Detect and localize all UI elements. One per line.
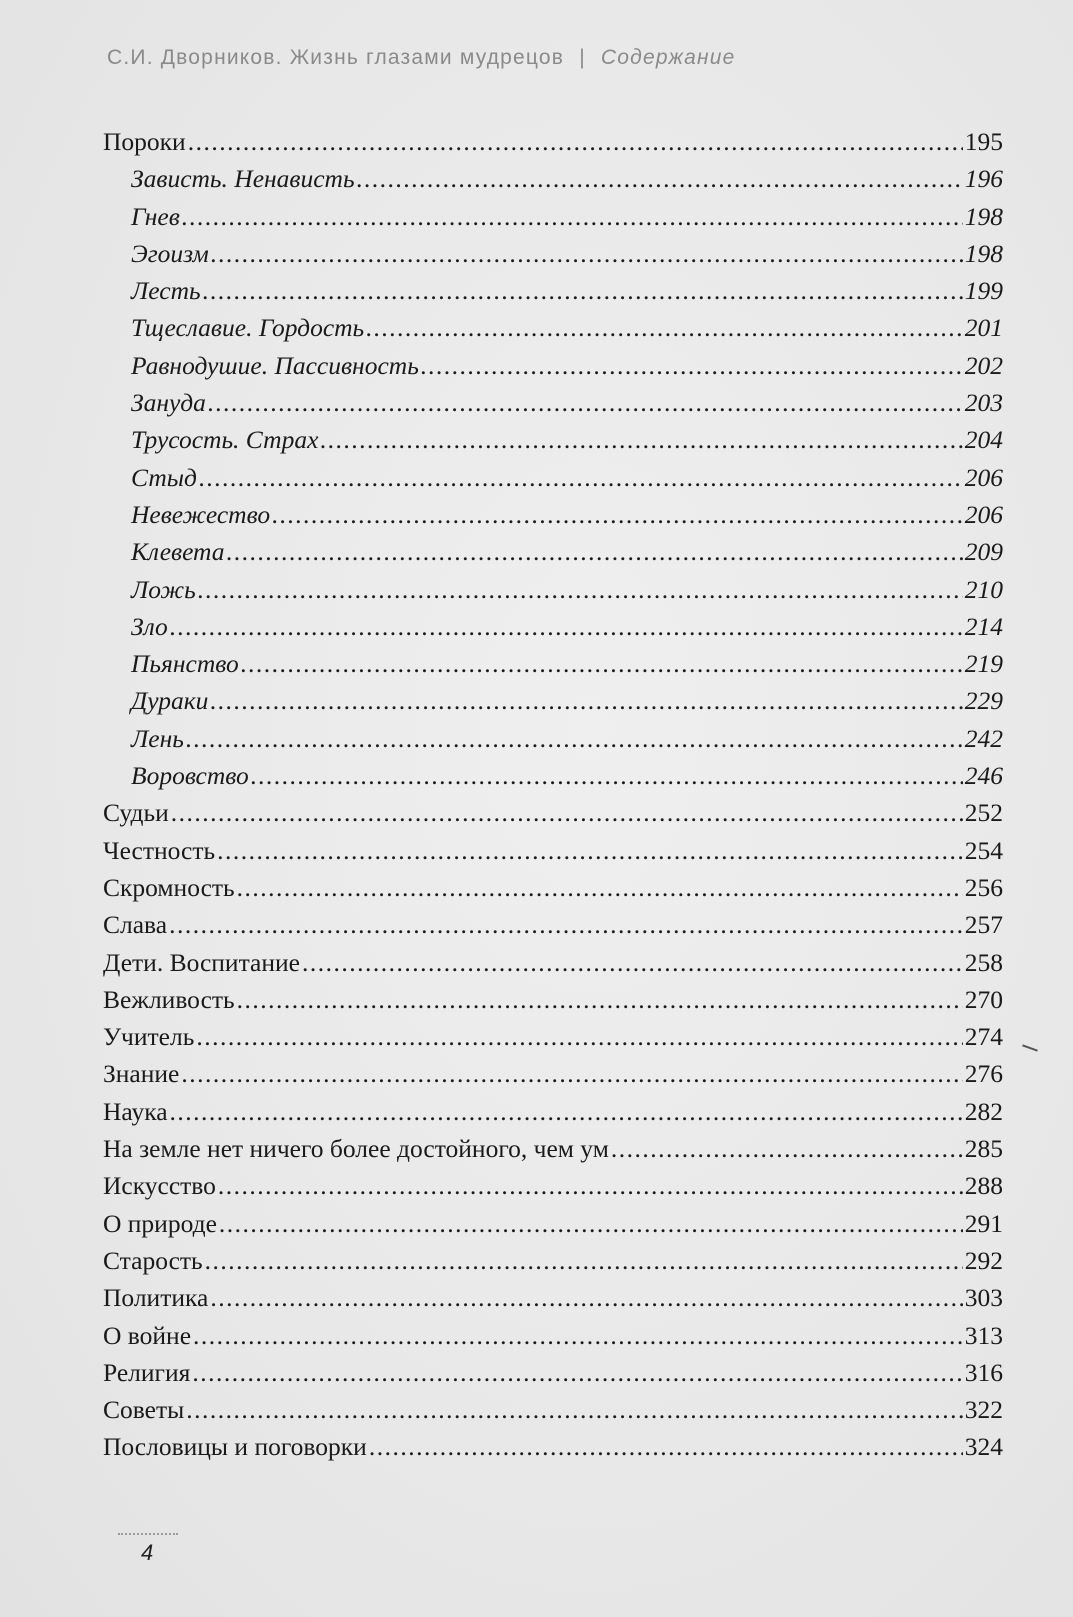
toc-entry-page: 254 [964, 835, 1003, 865]
toc-entry [103, 1391, 1003, 1428]
dot-leader [170, 608, 963, 645]
toc-entry-title: Лень [131, 723, 184, 753]
toc-entry-title: Трусость. Страх [131, 425, 319, 455]
toc-entry-title: Зависть. Ненависть [131, 164, 355, 194]
dot-leader [186, 1391, 963, 1428]
toc-subentry [103, 309, 1003, 346]
dot-leader [421, 347, 963, 384]
dot-leader [198, 571, 963, 608]
toc-entry-title: Скромность [103, 872, 235, 902]
toc-entry-page: 195 [964, 127, 1003, 156]
dot-leader [366, 309, 963, 346]
toc-entry-page: 210 [964, 574, 1003, 604]
dot-leader [217, 832, 963, 869]
toc-entry [103, 1093, 1003, 1130]
toc-entry-title: Пороки [103, 127, 186, 156]
toc-entry-page: 303 [964, 1283, 1003, 1313]
toc-entry-page: 206 [964, 499, 1003, 529]
toc-subentry [103, 571, 1003, 608]
toc-entry-title: Невежество [131, 499, 271, 529]
toc-entry-page: 198 [964, 201, 1003, 231]
dot-leader [193, 1317, 963, 1354]
toc-entry [103, 123, 1003, 160]
toc-entry-page: 214 [964, 611, 1003, 641]
toc-subentry [103, 384, 1003, 421]
toc-entry-title: Гнев [131, 201, 180, 231]
toc-entry-page: 202 [964, 350, 1003, 380]
toc-entry-title: Вежливость [103, 984, 235, 1014]
toc-entry [103, 1130, 1003, 1167]
toc-entry-title: Ложь [131, 574, 196, 604]
toc-entry-title: Клевета [131, 537, 225, 567]
dot-leader [192, 1354, 962, 1391]
toc-subentry [103, 459, 1003, 496]
toc-entry-page: 252 [964, 798, 1003, 828]
toc-entry-page: 258 [964, 947, 1003, 977]
toc-entry-title: На земле нет ничего более достойного, чем ум [103, 1134, 609, 1164]
toc-entry-title: Стыд [131, 462, 197, 492]
toc-subentry [103, 682, 1003, 719]
toc-subentry [103, 608, 1003, 645]
toc-entry-page: 199 [964, 276, 1003, 306]
footer-rule [118, 1533, 178, 1535]
toc-entry [103, 1428, 1003, 1465]
toc-subentry [103, 198, 1003, 235]
toc-entry-page: 203 [964, 388, 1003, 418]
toc-subentry [103, 720, 1003, 757]
toc-entry [103, 1279, 1003, 1316]
dot-leader [196, 1018, 962, 1055]
toc-entry-page: 274 [964, 1022, 1003, 1052]
dot-leader [210, 682, 962, 719]
dot-leader [186, 720, 963, 757]
toc-entry-title: Честность [103, 835, 216, 865]
dot-leader [199, 459, 963, 496]
toc-entry-page: 316 [964, 1357, 1003, 1387]
toc-subentry [103, 272, 1003, 309]
toc-entry-page: 196 [964, 164, 1003, 194]
running-head-separator: | [579, 46, 586, 69]
toc-entry [103, 944, 1003, 981]
page-number: 4 [141, 1540, 154, 1565]
dot-leader [208, 384, 963, 421]
dot-leader [320, 421, 962, 458]
toc-subentry [103, 757, 1003, 794]
dot-leader [251, 757, 963, 794]
toc-entry-page: 256 [964, 872, 1003, 902]
toc-entry-title: Политика [103, 1283, 209, 1313]
toc-entry [103, 1018, 1003, 1055]
toc-subentry [103, 533, 1003, 570]
dot-leader [227, 533, 963, 570]
dot-leader [218, 1167, 963, 1204]
dot-leader [611, 1130, 963, 1167]
toc-entry [103, 981, 1003, 1018]
dot-leader [203, 272, 963, 309]
toc-subentry [103, 235, 1003, 272]
toc-entry [103, 1167, 1003, 1204]
toc-entry [103, 869, 1003, 906]
toc-subentry [103, 496, 1003, 533]
toc-entry-title: Тщеславие. Гордость [131, 313, 365, 343]
dot-leader [182, 198, 963, 235]
toc-entry-title: Советы [103, 1395, 185, 1425]
dot-leader [205, 1242, 963, 1279]
toc-entry-title: Дети. Воспитание [103, 947, 300, 977]
toc-entry-title: Учитель [103, 1022, 195, 1052]
dot-leader [237, 981, 963, 1018]
toc-entry-title: Воровство [131, 761, 249, 791]
toc-entry-title: Дураки [131, 686, 209, 716]
toc-entry-page: 282 [964, 1096, 1003, 1126]
toc-entry-title: Наука [103, 1096, 168, 1126]
toc-entry-page: 276 [964, 1059, 1003, 1089]
toc-entry [103, 794, 1003, 831]
dot-leader [171, 794, 963, 831]
toc-subentry [103, 347, 1003, 384]
toc-entry-title: Эгоизм [131, 238, 209, 268]
dot-leader [181, 1055, 962, 1092]
toc-entry [103, 832, 1003, 869]
toc-entry [103, 1317, 1003, 1354]
toc-entry-title: Зануда [131, 388, 206, 418]
margin-pen-mark [1022, 1044, 1038, 1051]
toc-entry [103, 906, 1003, 943]
toc-entry-page: 322 [964, 1395, 1003, 1425]
toc-entry-page: 198 [964, 238, 1003, 268]
toc-entry-page: 292 [964, 1245, 1003, 1275]
dot-leader [272, 496, 963, 533]
toc-entry [103, 1205, 1003, 1242]
toc-entry-page: 201 [964, 313, 1003, 343]
table-of-contents [103, 123, 1003, 1466]
running-head [107, 46, 736, 70]
toc-entry-page: 270 [964, 984, 1003, 1014]
dot-leader [188, 123, 963, 160]
toc-entry-page: 291 [964, 1208, 1003, 1238]
toc-entry-page: 204 [964, 425, 1003, 455]
toc-entry-page: 313 [964, 1320, 1003, 1350]
toc-entry-page: 219 [964, 649, 1003, 679]
toc-entry-page: 242 [964, 723, 1003, 753]
toc-entry-title: Слава [103, 910, 168, 940]
dot-leader [237, 869, 963, 906]
toc-entry-title: Религия [103, 1357, 191, 1387]
toc-entry-page: 229 [964, 686, 1003, 716]
dot-leader [170, 1093, 963, 1130]
toc-entry-title: Пословицы и поговорки [103, 1432, 367, 1462]
dot-leader [369, 1428, 963, 1465]
toc-entry-title: Знание [103, 1059, 180, 1089]
toc-entry-title: Лесть [131, 276, 201, 306]
dot-leader [357, 160, 963, 197]
running-head-section: Содержание [600, 46, 736, 69]
toc-entry [103, 1055, 1003, 1092]
toc-entry-title: О природе [103, 1208, 217, 1238]
dot-leader [210, 1279, 962, 1316]
dot-leader [241, 645, 963, 682]
toc-entry-page: 246 [964, 761, 1003, 791]
dot-leader [302, 944, 963, 981]
toc-entry [103, 1242, 1003, 1279]
toc-entry-title: Зло [131, 611, 168, 641]
toc-entry-page: 257 [964, 910, 1003, 940]
toc-entry-page: 206 [964, 462, 1003, 492]
toc-entry-title: Искусство [103, 1171, 216, 1201]
running-head-title: С.И. Дворников. Жизнь глазами мудрецов [107, 46, 565, 69]
dot-leader [219, 1205, 963, 1242]
toc-entry-title: Равнодушие. Пассивность [131, 350, 419, 380]
toc-entry [103, 1354, 1003, 1391]
toc-subentry [103, 160, 1003, 197]
toc-entry-title: Пьянство [131, 649, 239, 679]
toc-entry-title: Старость [103, 1245, 203, 1275]
dot-leader [211, 235, 963, 272]
toc-subentry [103, 645, 1003, 682]
toc-entry-page: 209 [964, 537, 1003, 567]
toc-entry-page: 285 [964, 1134, 1003, 1164]
toc-entry-page: 324 [964, 1432, 1003, 1462]
toc-entry-page: 288 [964, 1171, 1003, 1201]
toc-entry-title: О войне [103, 1320, 192, 1350]
toc-subentry [103, 421, 1003, 458]
dot-leader [169, 906, 963, 943]
toc-entry-title: Судьи [103, 798, 169, 828]
